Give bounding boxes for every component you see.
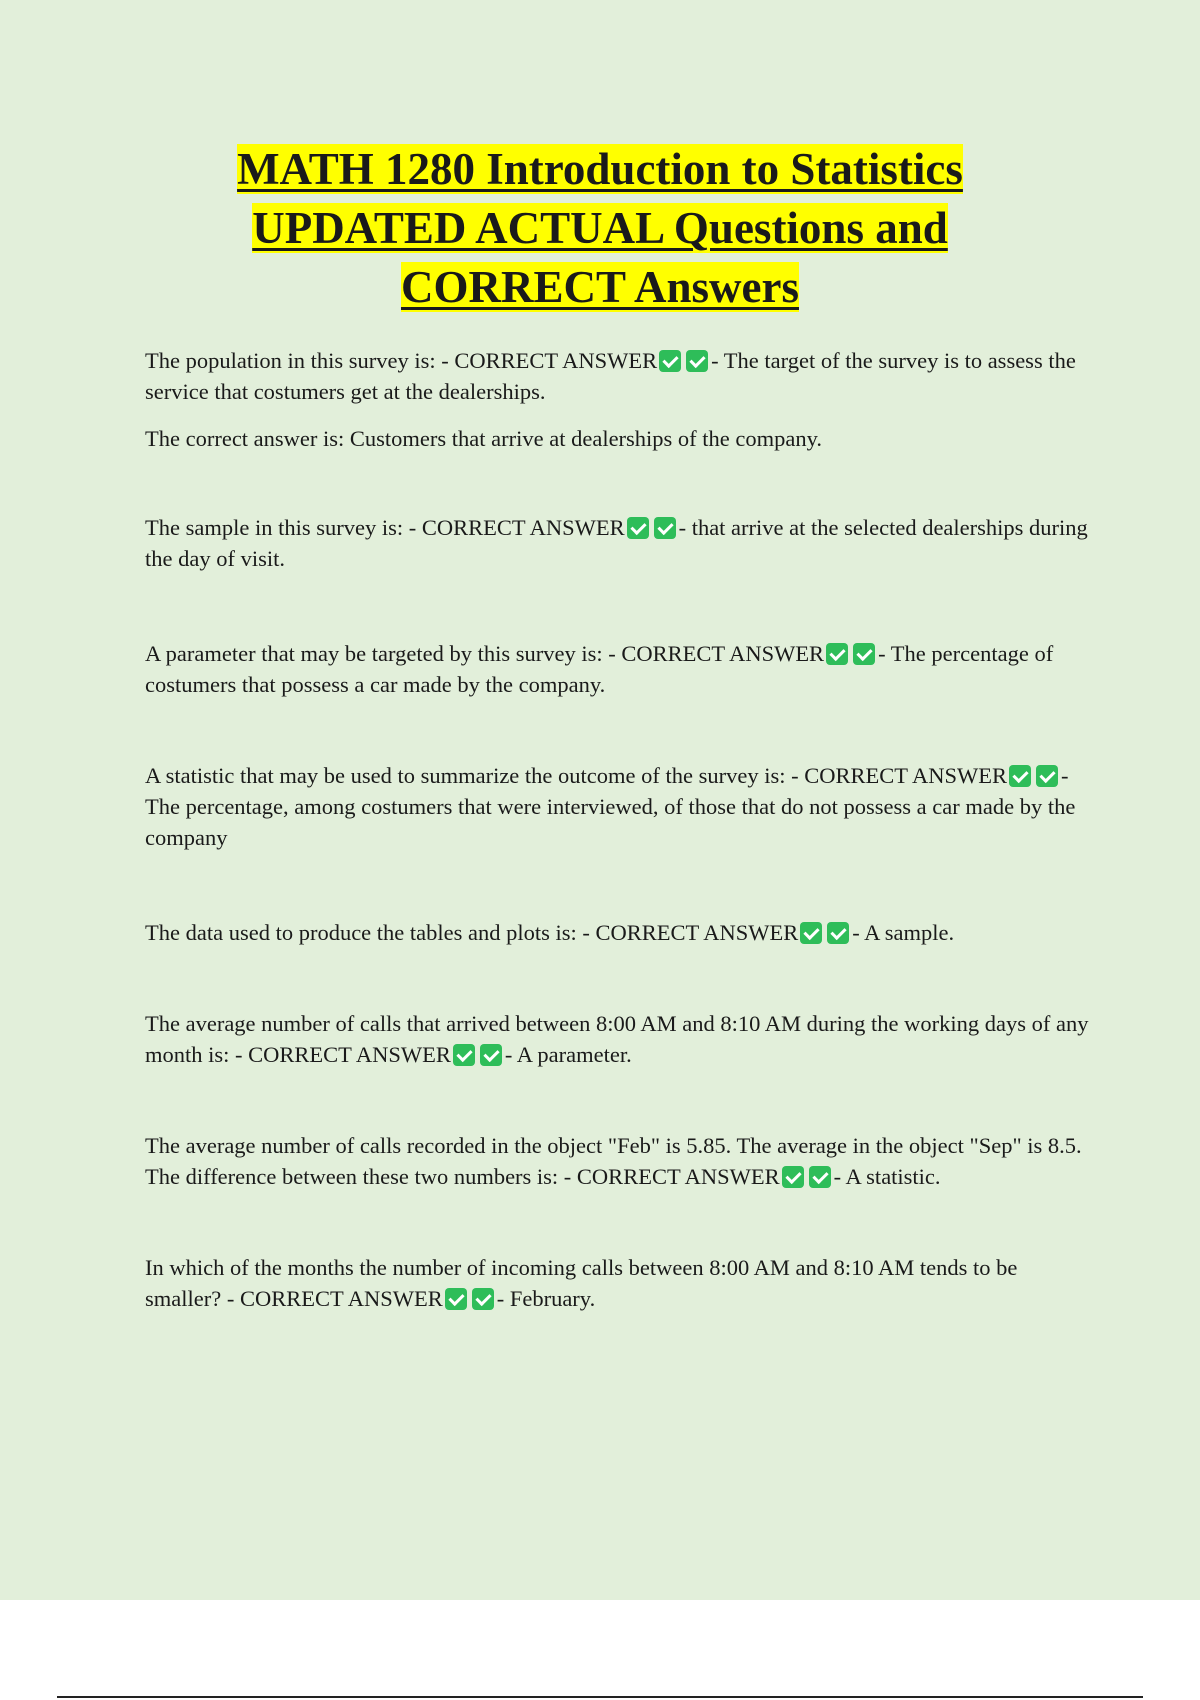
answer-text: - The percentage, among costumers that were interviewed, of those that do not possess a car made by the company [145,763,1076,850]
question-text: The average number of calls that arrived between 8:00 AM and 8:10 AM during the working days of any month is: - CORRECT ANSWER [145,1011,1089,1067]
answer-text: - The percentage of costumers that possess a car made by the company. [145,641,1054,697]
check-mark-icon [654,517,676,539]
question-text: The sample in this survey is: - CORRECT ANSWER [145,515,625,540]
footer-divider [57,1696,1143,1698]
check-mark-icon [1009,765,1031,787]
check-mark-icon [480,1044,502,1066]
title-line-1: MATH 1280 Introduction to Statistics [237,144,963,194]
check-mark-icon [472,1288,494,1310]
answer-text: - A parameter. [504,1042,632,1067]
check-mark-icon [1036,765,1058,787]
qa-item [145,1252,1095,1314]
question-text: A parameter that may be targeted by this survey is: - CORRECT ANSWER [145,641,825,666]
answer-text: - The target of the survey is to assess the service that costumers get at the dealerships. [145,348,1076,404]
qa-item [145,917,1095,948]
document-title [100,140,1100,317]
check-mark-icon [686,350,708,372]
qa-item [145,1130,1095,1192]
check-mark-icon [853,643,875,665]
question-text: The average number of calls recorded in the object "Feb" is 5.85. The average in the object "Sep" is 8.5. The difference between these two numbers is: - CORRECT ANSWER [145,1133,1082,1189]
question-text: A statistic that may be used to summarize the outcome of the survey is: - CORRECT ANSWER [145,763,1007,788]
question-text: In which of the months the number of incoming calls between 8:00 AM and 8:10 AM tends to be smaller? - CORRECT ANSWER [145,1255,1018,1311]
answer-text: - A sample. [852,920,955,945]
title-line-3: CORRECT Answers [401,262,799,312]
check-mark-icon [809,1166,831,1188]
question-text: The population in this survey is: - CORRECT ANSWER [145,348,658,373]
check-mark-icon [826,643,848,665]
check-mark-icon [827,922,849,944]
answer-text: - February. [496,1286,596,1311]
check-mark-icon [445,1288,467,1310]
answer-text: - that arrive at the selected dealerships during the day of visit. [145,515,1088,571]
check-mark-icon [782,1166,804,1188]
qa-note [145,423,1095,454]
note-text: The correct answer is: Customers that arrive at dealerships of the company. [145,426,823,451]
check-mark-icon [800,922,822,944]
check-mark-icon [627,517,649,539]
answer-text: - A statistic. [833,1164,941,1189]
check-mark-icon [659,350,681,372]
check-mark-icon [453,1044,475,1066]
question-text: The data used to produce the tables and plots is: - CORRECT ANSWER [145,920,799,945]
qa-item [145,345,1095,407]
qa-item [145,512,1095,574]
title-line-2: UPDATED ACTUAL Questions and [252,203,948,253]
qa-item [145,760,1095,853]
qa-list [145,345,1095,1314]
qa-item [145,638,1095,700]
qa-item [145,1008,1095,1070]
